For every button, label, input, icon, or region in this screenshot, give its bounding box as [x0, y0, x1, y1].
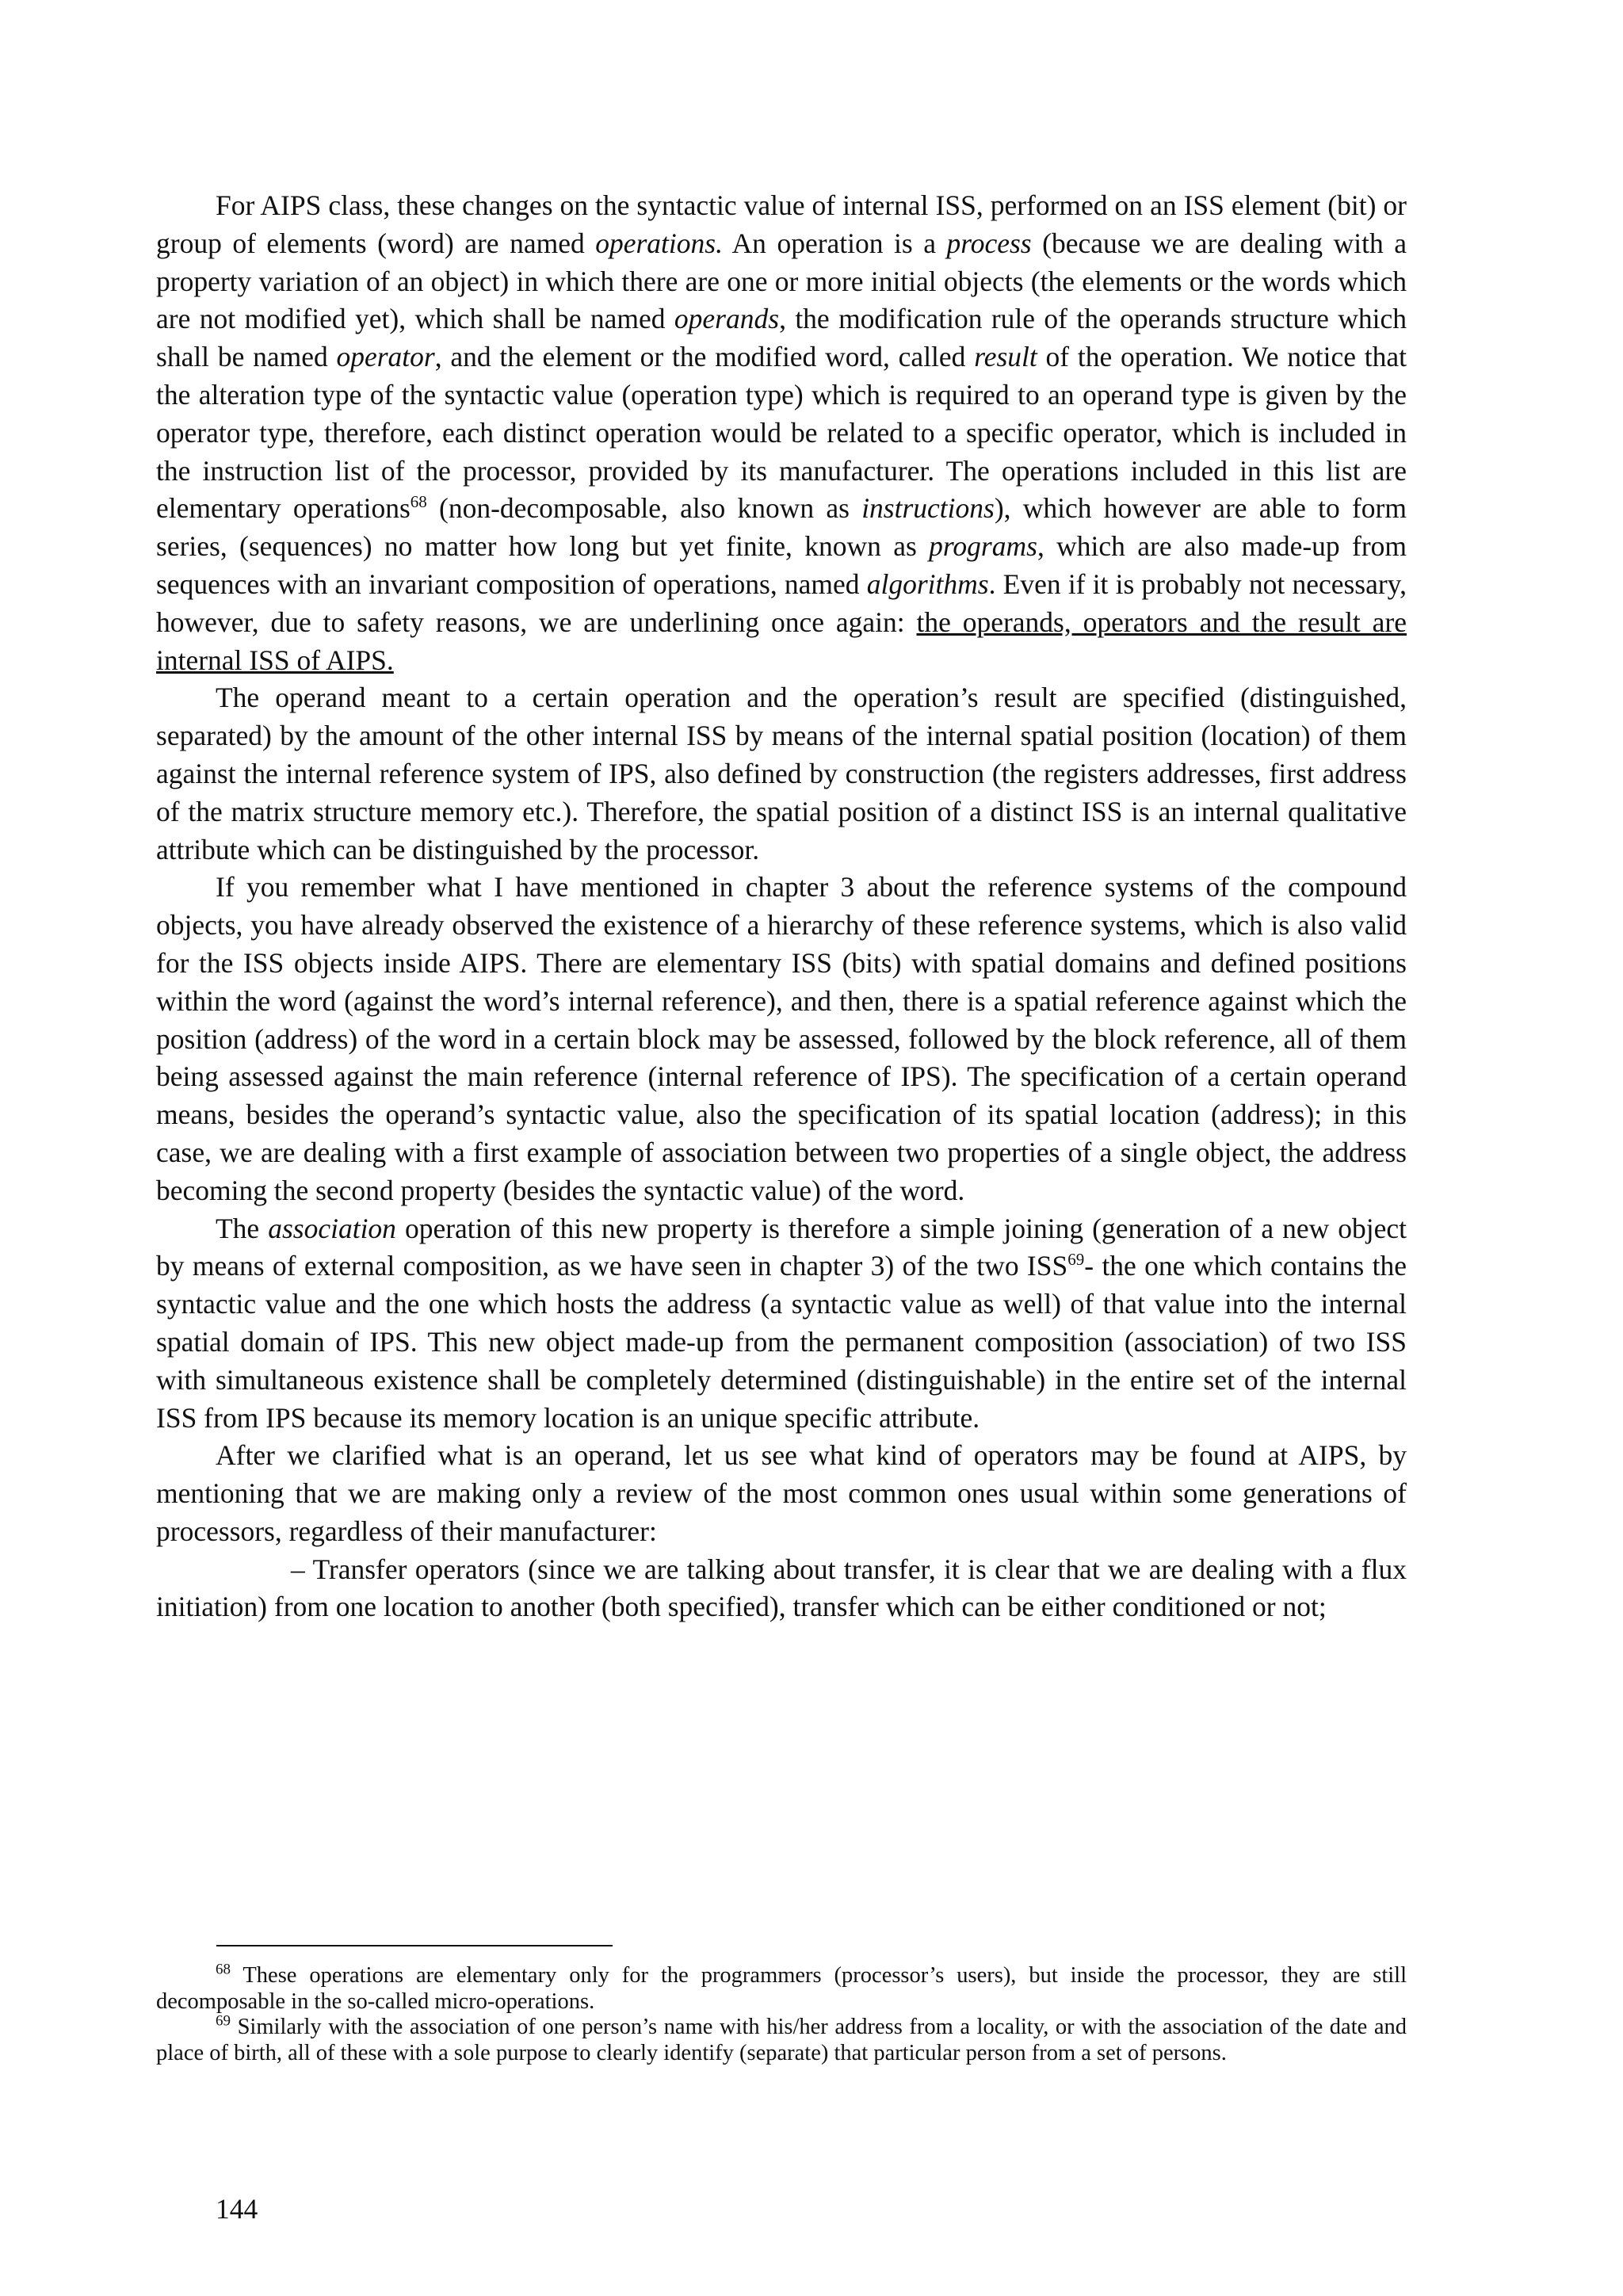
paragraph: [156, 679, 1407, 869]
text-run: (non-decomposable, also known as: [426, 492, 862, 525]
footnote-68-text: These operations are elementary only for the programmers (processor’s users), but inside the processor, they are still decomposable in the so-called micro-operations.: [156, 1963, 1407, 2014]
footnotes: [156, 1963, 1407, 2066]
text-run: An operation is a: [722, 227, 947, 259]
italic-term: process: [946, 227, 1032, 259]
text-run: The: [216, 1212, 269, 1244]
italic-term: operations.: [595, 227, 723, 259]
text-run: - the one which contains the syntactic value and the one which hosts the address (a syntactic value as well) of that value into the internal spatial domain of IPS. This new object made-up from the permanent composition (association) of two ISS with simultaneous existence shall be completely determined (distinguishable) in the entire set of the internal ISS from IPS because its memory location is an unique specific attribute.: [156, 1250, 1407, 1434]
text-run: After we clarified what is an operand, let us see what kind of operators may be found at AIPS, by mentioning that we are making only a review of the most common ones usual within some generations of processors, regardless of their manufacturer:: [156, 1439, 1407, 1547]
body-text: [156, 187, 1407, 1626]
text-run: The operand meant to a certain operation and the operation’s result are specified (distinguished, separated) by the amount of the other internal ISS by means of the internal spatial position (location) of them against the internal reference system of IPS, also defined by construction (the registers addresses, first address of the matrix structure memory etc.). Therefore, the spatial position of a distinct ISS is an internal qualitative attribute which can be distinguished by the processor.: [156, 682, 1407, 865]
italic-term: operands: [674, 303, 780, 335]
footnote-69-number: 69: [216, 2012, 231, 2030]
footnote-69-text: Similarly with the association of one person’s name with his/her address from a locality, or with the association of the date and place of birth, all of these with a sole purpose to clearly identify (separate) that particular person from a set of persons.: [156, 2015, 1407, 2065]
paragraph: [156, 1210, 1407, 1438]
page-body: [156, 187, 1407, 1626]
footnote-68-number: 68: [216, 1961, 231, 1978]
paragraph: [156, 1437, 1407, 1550]
italic-term: result: [974, 341, 1037, 373]
text-run: of the operation. We notice that the alteration type of the syntactic value (operation type) which is required to an operand type is given by the operator type, therefore, each distinct operation would be related to a specific operator, which is included in the instruction list of the processor, provided by its manufacturer. The operations included in this list are elementary operations: [156, 341, 1407, 525]
footnote-reference: 68: [410, 492, 427, 512]
underlined-statement: the operands, operators and the result are internal ISS of AIPS.: [156, 606, 1407, 676]
text-run: , the modification rule of the operands structure which shall be named: [156, 303, 1407, 373]
paragraph: [156, 187, 1407, 679]
text-run: If you remember what I have mentioned in chapter 3 about the reference systems of the compound objects, you have already observed the existence of a hierarchy of these reference systems, which is also valid for the ISS objects inside AIPS. There are elementary ISS (bits) with spatial domains and defined positions within the word (against the word’s internal reference), and then, there is a spatial reference against which the position (address) of the word in a certain block may be assessed, followed by the block reference, all of them being assessed against the main reference (internal reference of IPS). The specification of a certain operand means, besides the operand’s syntactic value, also the specification of its spatial location (address); in this case, we are dealing with a first example of association between two properties of a single object, the address becoming the second property (besides the syntactic value) of the word.: [156, 871, 1407, 1206]
text-run: (because we are dealing with a property variation of an object) in which there are one or more initial objects (the elements or the words which are not modified yet), which shall be named: [156, 227, 1407, 335]
italic-term: instructions: [861, 492, 995, 525]
bullet-paragraph: [156, 1551, 1407, 1627]
paragraph: [156, 869, 1407, 1209]
italic-term: algorithms: [866, 567, 989, 600]
text-run: operation of this new property is therefore a simple joining (generation of a new object by means of external composition, as we have seen in chapter 3) of the two ISS: [156, 1212, 1407, 1282]
text-run: , which are also made-up from sequences with an invariant composition of operations, named: [156, 530, 1407, 600]
text-run: – Transfer operators (since we are talking about transfer, it is clear that we are dealing with a flux initiation) from one location to another (both specified), transfer which can be either conditioned or not;: [156, 1553, 1407, 1623]
italic-term: programs: [929, 530, 1037, 563]
italic-term: association: [268, 1212, 396, 1244]
page-number: 144: [216, 2193, 258, 2225]
footnote-68: [156, 1963, 1407, 2015]
footnote-separator: [216, 1945, 613, 1946]
text-run: ), which however are able to form series, (sequences) no matter how long but yet finite, known as: [156, 492, 1407, 563]
italic-term: operator: [336, 341, 435, 373]
footnote-reference: 69: [1067, 1250, 1085, 1270]
text-run: , and the element or the modified word, called: [434, 341, 975, 373]
text-run: For AIPS class, these changes on the syntactic value of internal ISS, performed on an ISS element (bit) or group of elements (word) are named: [156, 189, 1407, 259]
text-run: . Even if it is probably not necessary, however, due to safety reasons, we are underlining once again:: [156, 567, 1407, 638]
footnote-69: [156, 2012, 1407, 2066]
